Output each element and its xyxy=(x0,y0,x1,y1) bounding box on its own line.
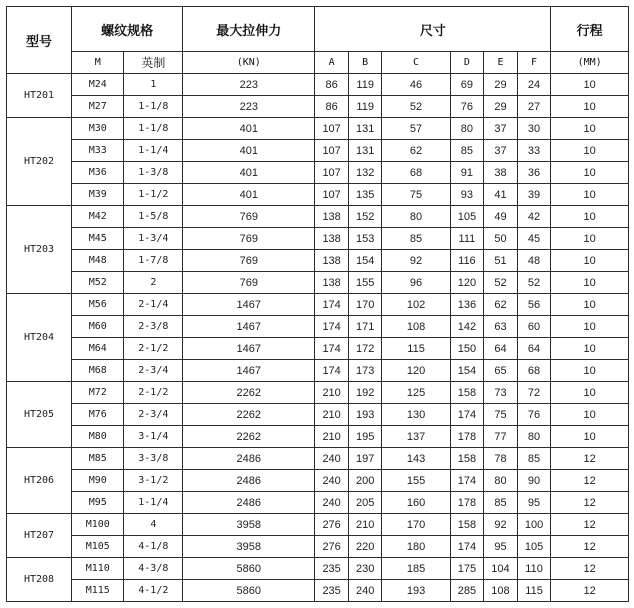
model-cell: HT208 xyxy=(7,558,72,602)
dim-e-cell: 29 xyxy=(484,96,518,118)
table-row xyxy=(7,316,629,338)
stroke-cell: 12 xyxy=(551,558,629,580)
stroke-cell: 10 xyxy=(551,426,629,448)
model-cell: HT205 xyxy=(7,382,72,448)
stroke-cell: 12 xyxy=(551,492,629,514)
dim-b-cell: 173 xyxy=(348,360,382,382)
table-row xyxy=(7,492,629,514)
dim-d-cell: 175 xyxy=(450,558,484,580)
dim-b-cell: 210 xyxy=(348,514,382,536)
stroke-cell: 10 xyxy=(551,140,629,162)
dim-a-cell: 210 xyxy=(315,382,349,404)
dim-d-cell: 158 xyxy=(450,382,484,404)
max-tension-cell: 1467 xyxy=(183,294,315,316)
dim-e-cell: 50 xyxy=(484,228,518,250)
thread-imperial-cell: 1-3/8 xyxy=(124,162,183,184)
table-row xyxy=(7,118,629,140)
header-max-tension: 最大拉伸力 xyxy=(183,7,315,52)
dim-a-cell: 107 xyxy=(315,184,349,206)
dim-c-cell: 125 xyxy=(382,382,450,404)
dim-d-cell: 76 xyxy=(450,96,484,118)
thread-imperial-cell: 2-1/2 xyxy=(124,382,183,404)
stroke-cell: 10 xyxy=(551,272,629,294)
thread-imperial-cell: 1-3/4 xyxy=(124,228,183,250)
max-tension-cell: 769 xyxy=(183,250,315,272)
dim-c-cell: 52 xyxy=(382,96,450,118)
dim-b-cell: 155 xyxy=(348,272,382,294)
model-cell: HT202 xyxy=(7,118,72,206)
dim-c-cell: 96 xyxy=(382,272,450,294)
table-row xyxy=(7,184,629,206)
max-tension-cell: 5860 xyxy=(183,580,315,602)
thread-metric-cell: M72 xyxy=(72,382,124,404)
dim-d-cell: 178 xyxy=(450,426,484,448)
max-tension-cell: 2486 xyxy=(183,470,315,492)
dim-c-cell: 180 xyxy=(382,536,450,558)
dim-b-cell: 131 xyxy=(348,140,382,162)
thread-imperial-cell: 1-5/8 xyxy=(124,206,183,228)
max-tension-cell: 2262 xyxy=(183,426,315,448)
dim-d-cell: 142 xyxy=(450,316,484,338)
table-body xyxy=(7,74,629,602)
table-row xyxy=(7,558,629,580)
stroke-cell: 12 xyxy=(551,448,629,470)
dim-f-cell: 100 xyxy=(517,514,551,536)
dim-e-cell: 78 xyxy=(484,448,518,470)
table-row xyxy=(7,514,629,536)
subheader-thread-imperial: 英制 xyxy=(124,52,183,74)
max-tension-cell: 2486 xyxy=(183,448,315,470)
table-row xyxy=(7,206,629,228)
dim-a-cell: 174 xyxy=(315,360,349,382)
stroke-cell: 12 xyxy=(551,470,629,492)
dim-d-cell: 150 xyxy=(450,338,484,360)
max-tension-cell: 769 xyxy=(183,272,315,294)
dim-e-cell: 104 xyxy=(484,558,518,580)
dim-a-cell: 235 xyxy=(315,558,349,580)
dim-d-cell: 154 xyxy=(450,360,484,382)
dim-e-cell: 62 xyxy=(484,294,518,316)
thread-imperial-cell: 4-1/8 xyxy=(124,536,183,558)
spec-table xyxy=(6,6,629,602)
dim-e-cell: 95 xyxy=(484,536,518,558)
dim-d-cell: 91 xyxy=(450,162,484,184)
stroke-cell: 10 xyxy=(551,162,629,184)
dim-f-cell: 95 xyxy=(517,492,551,514)
dim-b-cell: 131 xyxy=(348,118,382,140)
thread-metric-cell: M56 xyxy=(72,294,124,316)
dim-c-cell: 130 xyxy=(382,404,450,426)
dim-c-cell: 137 xyxy=(382,426,450,448)
model-cell: HT206 xyxy=(7,448,72,514)
dim-f-cell: 105 xyxy=(517,536,551,558)
subheader-dim-e: E xyxy=(484,52,518,74)
dim-b-cell: 220 xyxy=(348,536,382,558)
thread-metric-cell: M42 xyxy=(72,206,124,228)
dim-f-cell: 45 xyxy=(517,228,551,250)
dim-f-cell: 52 xyxy=(517,272,551,294)
thread-imperial-cell: 2-3/8 xyxy=(124,316,183,338)
dim-b-cell: 192 xyxy=(348,382,382,404)
thread-metric-cell: M95 xyxy=(72,492,124,514)
stroke-cell: 10 xyxy=(551,338,629,360)
dim-e-cell: 41 xyxy=(484,184,518,206)
thread-metric-cell: M45 xyxy=(72,228,124,250)
dim-f-cell: 72 xyxy=(517,382,551,404)
dim-b-cell: 132 xyxy=(348,162,382,184)
dim-a-cell: 107 xyxy=(315,118,349,140)
dim-f-cell: 48 xyxy=(517,250,551,272)
dim-b-cell: 135 xyxy=(348,184,382,206)
dim-a-cell: 240 xyxy=(315,492,349,514)
max-tension-cell: 1467 xyxy=(183,360,315,382)
dim-f-cell: 27 xyxy=(517,96,551,118)
dim-f-cell: 39 xyxy=(517,184,551,206)
dim-d-cell: 116 xyxy=(450,250,484,272)
dim-f-cell: 24 xyxy=(517,74,551,96)
table-row xyxy=(7,360,629,382)
dim-c-cell: 85 xyxy=(382,228,450,250)
header-stroke: 行程 xyxy=(551,7,629,52)
thread-imperial-cell: 4 xyxy=(124,514,183,536)
dim-c-cell: 62 xyxy=(382,140,450,162)
dim-d-cell: 178 xyxy=(450,492,484,514)
dim-a-cell: 138 xyxy=(315,250,349,272)
dim-e-cell: 29 xyxy=(484,74,518,96)
thread-metric-cell: M27 xyxy=(72,96,124,118)
dim-a-cell: 276 xyxy=(315,514,349,536)
stroke-cell: 12 xyxy=(551,580,629,602)
max-tension-cell: 2262 xyxy=(183,404,315,426)
max-tension-cell: 1467 xyxy=(183,316,315,338)
dim-c-cell: 193 xyxy=(382,580,450,602)
subheader-stroke-unit: (MM) xyxy=(551,52,629,74)
dim-b-cell: 152 xyxy=(348,206,382,228)
dim-e-cell: 49 xyxy=(484,206,518,228)
dim-c-cell: 155 xyxy=(382,470,450,492)
dim-e-cell: 64 xyxy=(484,338,518,360)
dim-e-cell: 65 xyxy=(484,360,518,382)
dim-c-cell: 115 xyxy=(382,338,450,360)
stroke-cell: 10 xyxy=(551,184,629,206)
dim-b-cell: 154 xyxy=(348,250,382,272)
table-row xyxy=(7,96,629,118)
dim-b-cell: 171 xyxy=(348,316,382,338)
thread-metric-cell: M64 xyxy=(72,338,124,360)
dim-b-cell: 195 xyxy=(348,426,382,448)
dim-c-cell: 75 xyxy=(382,184,450,206)
dim-c-cell: 185 xyxy=(382,558,450,580)
dim-f-cell: 42 xyxy=(517,206,551,228)
dim-c-cell: 143 xyxy=(382,448,450,470)
dim-a-cell: 235 xyxy=(315,580,349,602)
thread-imperial-cell: 1-1/8 xyxy=(124,96,183,118)
dim-a-cell: 138 xyxy=(315,272,349,294)
dim-a-cell: 174 xyxy=(315,294,349,316)
dim-d-cell: 80 xyxy=(450,118,484,140)
dim-e-cell: 73 xyxy=(484,382,518,404)
subheader-dim-c: C xyxy=(382,52,450,74)
stroke-cell: 12 xyxy=(551,536,629,558)
max-tension-cell: 401 xyxy=(183,184,315,206)
dim-d-cell: 158 xyxy=(450,448,484,470)
max-tension-cell: 769 xyxy=(183,206,315,228)
table-row xyxy=(7,448,629,470)
dim-a-cell: 240 xyxy=(315,448,349,470)
dim-b-cell: 193 xyxy=(348,404,382,426)
dim-f-cell: 80 xyxy=(517,426,551,448)
thread-imperial-cell: 1-1/4 xyxy=(124,140,183,162)
subheader-thread-metric: M xyxy=(72,52,124,74)
thread-metric-cell: M36 xyxy=(72,162,124,184)
dim-c-cell: 120 xyxy=(382,360,450,382)
thread-metric-cell: M85 xyxy=(72,448,124,470)
subheader-dim-b: B xyxy=(348,52,382,74)
dim-e-cell: 85 xyxy=(484,492,518,514)
dim-e-cell: 75 xyxy=(484,404,518,426)
max-tension-cell: 3958 xyxy=(183,536,315,558)
dim-c-cell: 68 xyxy=(382,162,450,184)
dim-d-cell: 105 xyxy=(450,206,484,228)
max-tension-cell: 401 xyxy=(183,140,315,162)
thread-metric-cell: M90 xyxy=(72,470,124,492)
dim-e-cell: 92 xyxy=(484,514,518,536)
max-tension-cell: 401 xyxy=(183,162,315,184)
table-row xyxy=(7,140,629,162)
table-row xyxy=(7,404,629,426)
thread-imperial-cell: 1-1/8 xyxy=(124,118,183,140)
thread-imperial-cell: 1-7/8 xyxy=(124,250,183,272)
dim-a-cell: 276 xyxy=(315,536,349,558)
thread-metric-cell: M60 xyxy=(72,316,124,338)
dim-c-cell: 108 xyxy=(382,316,450,338)
dim-a-cell: 86 xyxy=(315,96,349,118)
dim-b-cell: 119 xyxy=(348,96,382,118)
dim-a-cell: 210 xyxy=(315,426,349,448)
dim-c-cell: 92 xyxy=(382,250,450,272)
thread-metric-cell: M110 xyxy=(72,558,124,580)
max-tension-cell: 223 xyxy=(183,96,315,118)
dim-f-cell: 68 xyxy=(517,360,551,382)
stroke-cell: 10 xyxy=(551,228,629,250)
dim-d-cell: 174 xyxy=(450,536,484,558)
dim-e-cell: 51 xyxy=(484,250,518,272)
dim-c-cell: 80 xyxy=(382,206,450,228)
thread-imperial-cell: 3-1/2 xyxy=(124,470,183,492)
thread-imperial-cell: 4-3/8 xyxy=(124,558,183,580)
dim-f-cell: 110 xyxy=(517,558,551,580)
stroke-cell: 10 xyxy=(551,250,629,272)
max-tension-cell: 2486 xyxy=(183,492,315,514)
dim-d-cell: 111 xyxy=(450,228,484,250)
dim-a-cell: 107 xyxy=(315,162,349,184)
max-tension-cell: 5860 xyxy=(183,558,315,580)
thread-imperial-cell: 3-1/4 xyxy=(124,426,183,448)
dim-d-cell: 120 xyxy=(450,272,484,294)
thread-metric-cell: M30 xyxy=(72,118,124,140)
dim-f-cell: 36 xyxy=(517,162,551,184)
header-model: 型号 xyxy=(7,7,72,74)
dim-c-cell: 170 xyxy=(382,514,450,536)
thread-imperial-cell: 1-1/2 xyxy=(124,184,183,206)
thread-metric-cell: M39 xyxy=(72,184,124,206)
dim-a-cell: 107 xyxy=(315,140,349,162)
dim-d-cell: 285 xyxy=(450,580,484,602)
dim-c-cell: 102 xyxy=(382,294,450,316)
dim-b-cell: 197 xyxy=(348,448,382,470)
stroke-cell: 10 xyxy=(551,118,629,140)
table-row xyxy=(7,580,629,602)
thread-metric-cell: M115 xyxy=(72,580,124,602)
stroke-cell: 10 xyxy=(551,294,629,316)
dim-a-cell: 86 xyxy=(315,74,349,96)
table-row xyxy=(7,470,629,492)
table-row xyxy=(7,250,629,272)
dim-f-cell: 64 xyxy=(517,338,551,360)
dim-a-cell: 138 xyxy=(315,228,349,250)
table-row xyxy=(7,426,629,448)
dim-e-cell: 37 xyxy=(484,140,518,162)
dim-e-cell: 37 xyxy=(484,118,518,140)
table-row xyxy=(7,338,629,360)
dim-f-cell: 115 xyxy=(517,580,551,602)
dim-b-cell: 172 xyxy=(348,338,382,360)
max-tension-cell: 2262 xyxy=(183,382,315,404)
dim-f-cell: 60 xyxy=(517,316,551,338)
dim-e-cell: 80 xyxy=(484,470,518,492)
dim-a-cell: 138 xyxy=(315,206,349,228)
thread-imperial-cell: 2-1/2 xyxy=(124,338,183,360)
thread-imperial-cell: 4-1/2 xyxy=(124,580,183,602)
subheader-dim-d: D xyxy=(450,52,484,74)
stroke-cell: 10 xyxy=(551,96,629,118)
header-dimensions: 尺寸 xyxy=(315,7,551,52)
table-row xyxy=(7,74,629,96)
thread-imperial-cell: 2 xyxy=(124,272,183,294)
header-thread-spec: 螺纹规格 xyxy=(72,7,183,52)
dim-a-cell: 240 xyxy=(315,470,349,492)
thread-metric-cell: M33 xyxy=(72,140,124,162)
dim-d-cell: 85 xyxy=(450,140,484,162)
dim-b-cell: 230 xyxy=(348,558,382,580)
dim-e-cell: 52 xyxy=(484,272,518,294)
dim-b-cell: 200 xyxy=(348,470,382,492)
thread-metric-cell: M52 xyxy=(72,272,124,294)
table-row xyxy=(7,162,629,184)
subheader-dim-a: A xyxy=(315,52,349,74)
thread-imperial-cell: 2-3/4 xyxy=(124,404,183,426)
table-row xyxy=(7,382,629,404)
dim-f-cell: 90 xyxy=(517,470,551,492)
thread-metric-cell: M100 xyxy=(72,514,124,536)
dim-d-cell: 174 xyxy=(450,470,484,492)
dim-b-cell: 240 xyxy=(348,580,382,602)
dim-d-cell: 136 xyxy=(450,294,484,316)
stroke-cell: 10 xyxy=(551,404,629,426)
model-cell: HT201 xyxy=(7,74,72,118)
dim-f-cell: 30 xyxy=(517,118,551,140)
thread-imperial-cell: 2-1/4 xyxy=(124,294,183,316)
stroke-cell: 10 xyxy=(551,316,629,338)
thread-metric-cell: M105 xyxy=(72,536,124,558)
table-row xyxy=(7,294,629,316)
thread-metric-cell: M48 xyxy=(72,250,124,272)
thread-metric-cell: M76 xyxy=(72,404,124,426)
thread-imperial-cell: 1 xyxy=(124,74,183,96)
stroke-cell: 10 xyxy=(551,206,629,228)
thread-metric-cell: M80 xyxy=(72,426,124,448)
dim-b-cell: 205 xyxy=(348,492,382,514)
dim-b-cell: 119 xyxy=(348,74,382,96)
max-tension-cell: 1467 xyxy=(183,338,315,360)
dim-e-cell: 38 xyxy=(484,162,518,184)
thread-metric-cell: M68 xyxy=(72,360,124,382)
stroke-cell: 10 xyxy=(551,360,629,382)
dim-d-cell: 93 xyxy=(450,184,484,206)
dim-f-cell: 76 xyxy=(517,404,551,426)
dim-b-cell: 170 xyxy=(348,294,382,316)
dim-c-cell: 57 xyxy=(382,118,450,140)
dim-b-cell: 153 xyxy=(348,228,382,250)
dim-f-cell: 56 xyxy=(517,294,551,316)
dim-e-cell: 77 xyxy=(484,426,518,448)
dim-a-cell: 210 xyxy=(315,404,349,426)
subheader-tension-unit: (KN) xyxy=(183,52,315,74)
stroke-cell: 12 xyxy=(551,514,629,536)
dim-d-cell: 174 xyxy=(450,404,484,426)
table-row xyxy=(7,272,629,294)
dim-d-cell: 158 xyxy=(450,514,484,536)
model-cell: HT203 xyxy=(7,206,72,294)
thread-imperial-cell: 3-3/8 xyxy=(124,448,183,470)
subheader-dim-f: F xyxy=(517,52,551,74)
dim-e-cell: 63 xyxy=(484,316,518,338)
dim-d-cell: 69 xyxy=(450,74,484,96)
dim-f-cell: 33 xyxy=(517,140,551,162)
model-cell: HT207 xyxy=(7,514,72,558)
max-tension-cell: 223 xyxy=(183,74,315,96)
thread-imperial-cell: 1-1/4 xyxy=(124,492,183,514)
max-tension-cell: 3958 xyxy=(183,514,315,536)
stroke-cell: 10 xyxy=(551,382,629,404)
thread-metric-cell: M24 xyxy=(72,74,124,96)
dim-c-cell: 160 xyxy=(382,492,450,514)
dim-e-cell: 108 xyxy=(484,580,518,602)
dim-a-cell: 174 xyxy=(315,316,349,338)
dim-a-cell: 174 xyxy=(315,338,349,360)
max-tension-cell: 769 xyxy=(183,228,315,250)
stroke-cell: 10 xyxy=(551,74,629,96)
dim-c-cell: 46 xyxy=(382,74,450,96)
dim-f-cell: 85 xyxy=(517,448,551,470)
model-cell: HT204 xyxy=(7,294,72,382)
table-row xyxy=(7,228,629,250)
table-row xyxy=(7,536,629,558)
thread-imperial-cell: 2-3/4 xyxy=(124,360,183,382)
max-tension-cell: 401 xyxy=(183,118,315,140)
